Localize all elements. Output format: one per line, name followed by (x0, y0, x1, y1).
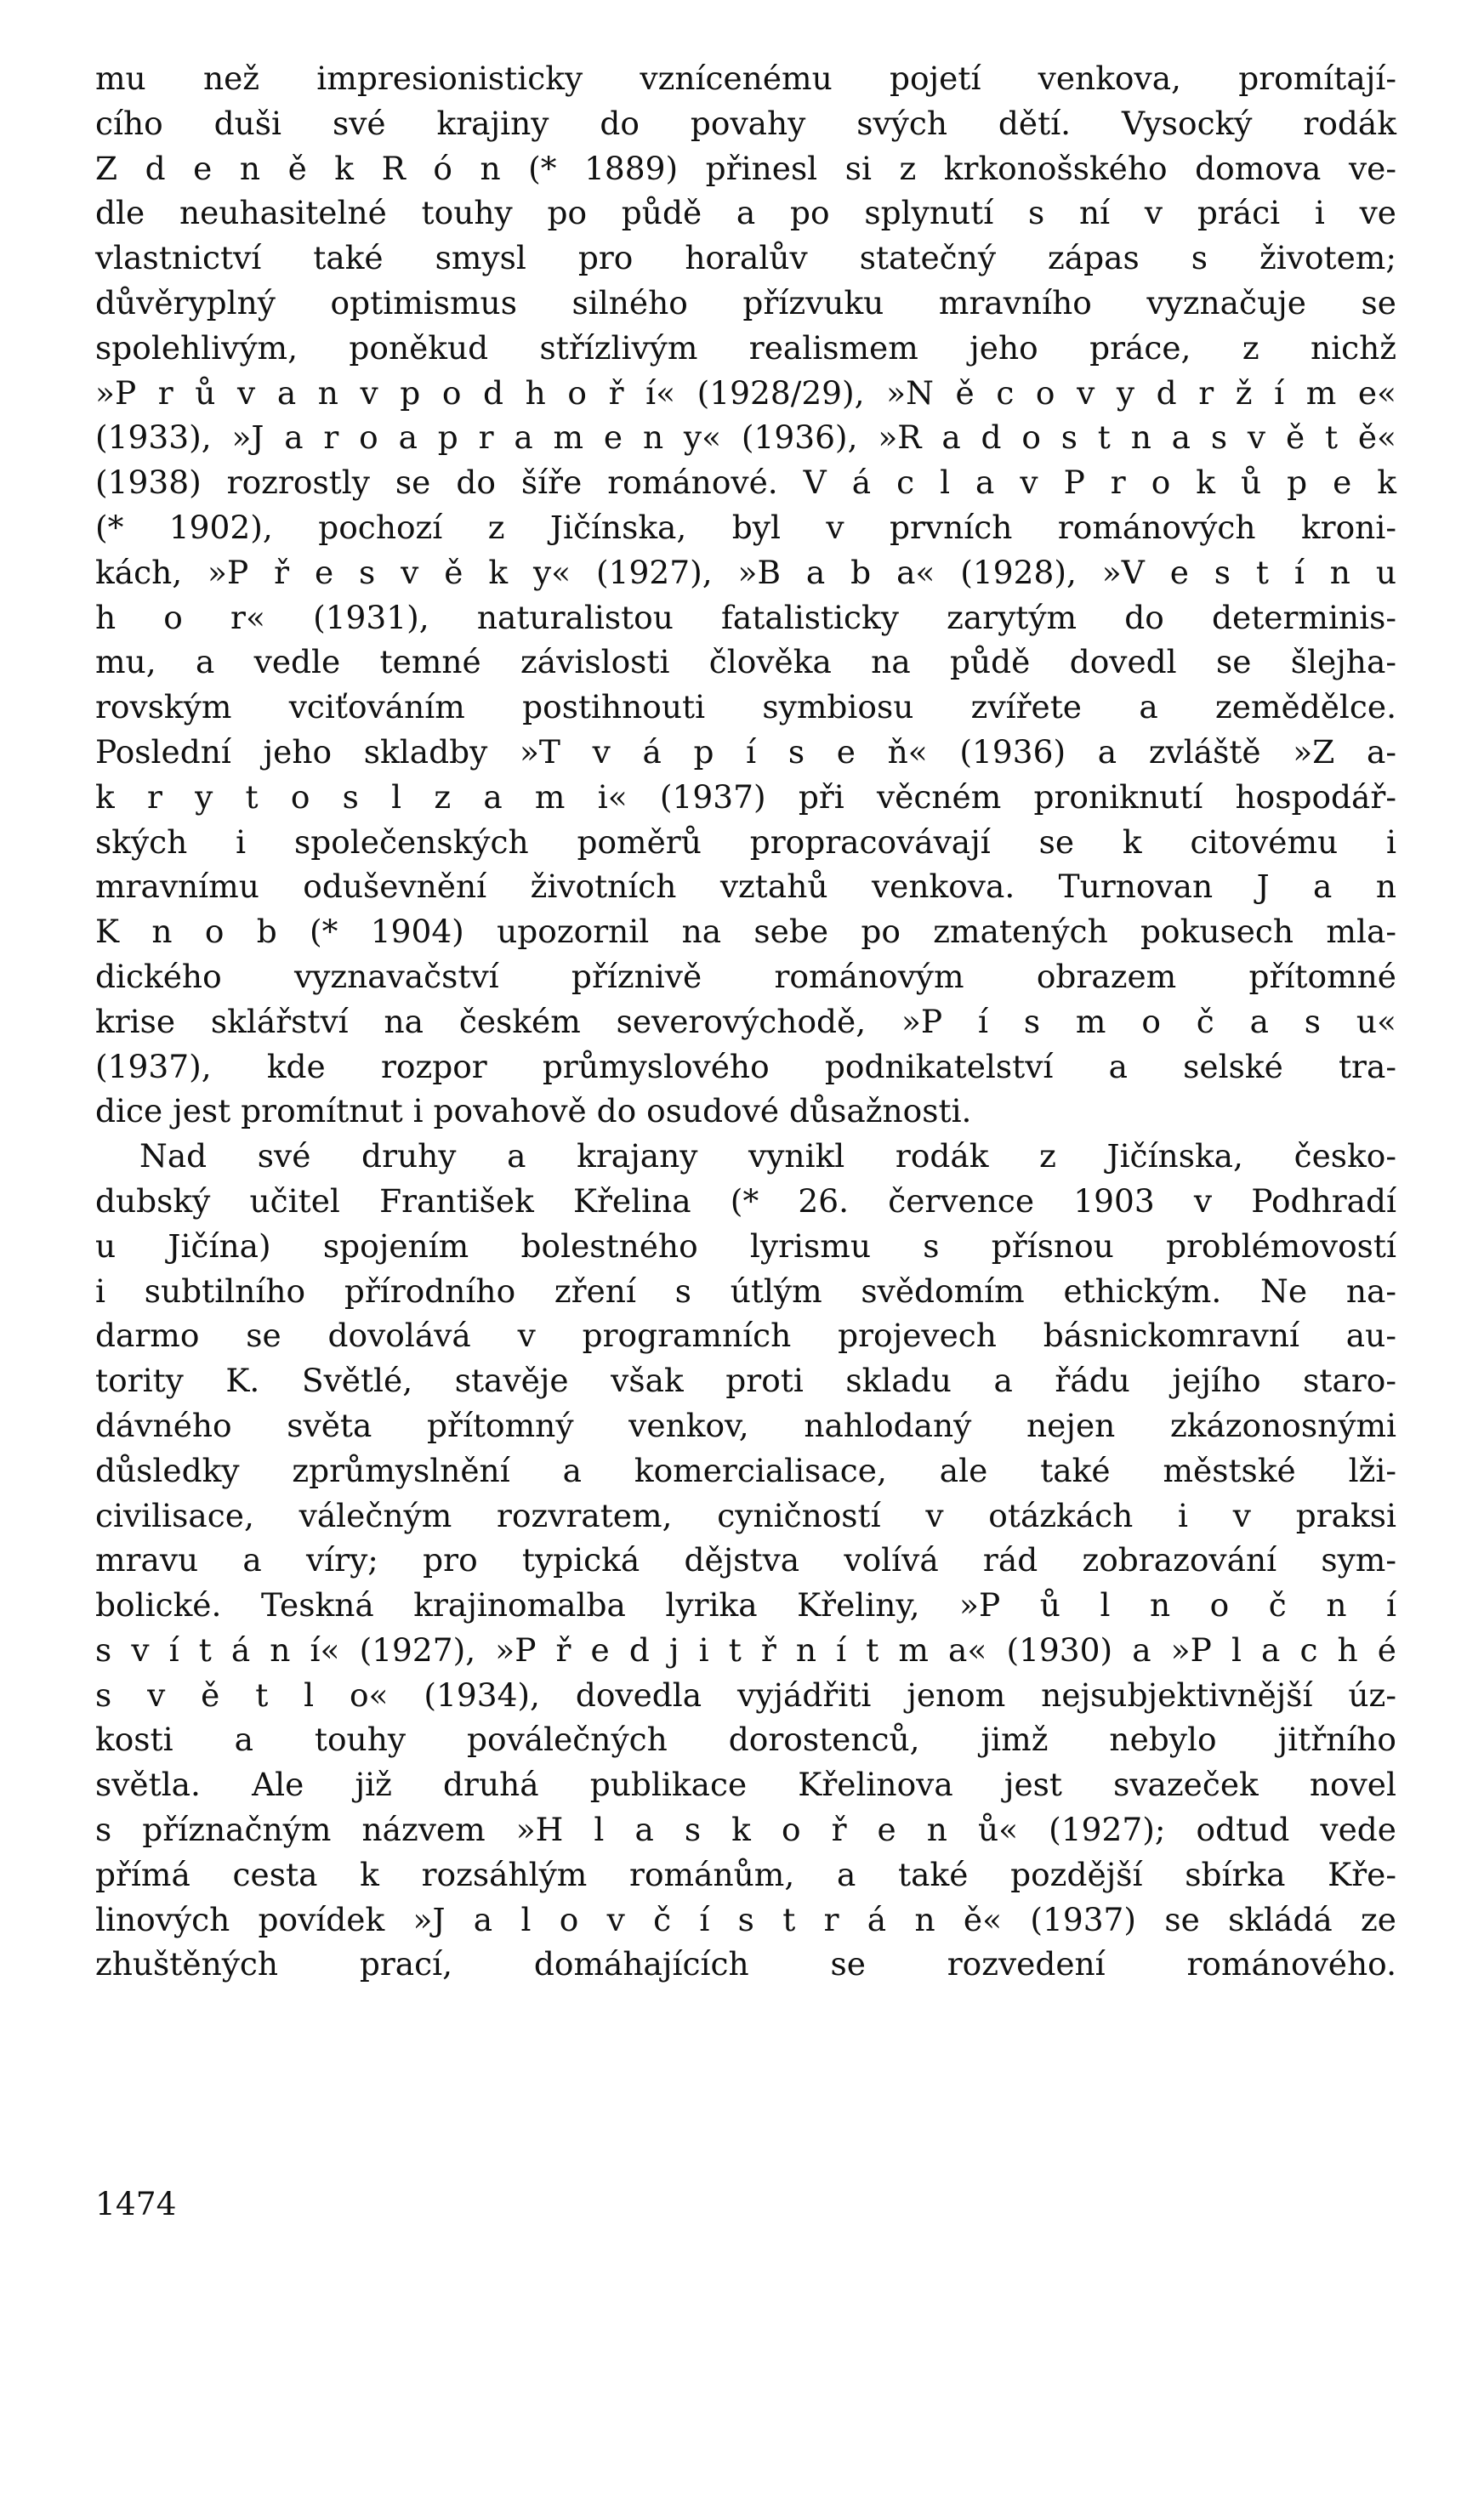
body-text (95, 56, 1396, 1987)
text-line: ských i společenských poměrů propracovávají se k citovému i (95, 822, 1396, 861)
text-line: h o r« (1931), naturalistou fatalisticky zarytým do determinis- (95, 598, 1396, 636)
text-line: dle neuhasitelné touhy po půdě a po splynutí s ní v práci i ve (95, 194, 1396, 232)
text-line: světla. Ale již druhá publikace Křelinova jest svazeček novel (95, 1766, 1396, 1804)
text-line: (1937), kde rozpor průmyslového podnikatelství a selské tra- (95, 1047, 1396, 1085)
text-line: zhuštěných prací, domáhajících se rozvedení románového. (95, 1945, 1396, 1983)
text-line: krise sklářství na českém severovýchodě, »P í s m o č a s u« (95, 1002, 1396, 1040)
text-line: kách, »P ř e s v ě k y« (1927), »B a b a« (1928), »V e s t í n u (95, 553, 1396, 591)
text-line: u Jičína) spojením bolestného lyrismu s přísnou problémovostí (95, 1226, 1396, 1265)
text-line: K n o b (* 1904) upozornil na sebe po zmatených pokusech mla- (95, 913, 1396, 951)
text-line: k r y t o s l z a m i« (1937) při věcném proniknutí hospodář- (95, 777, 1396, 816)
text-line: kosti a touhy poválečných dorostenců, jimž nebylo jitřního (95, 1721, 1396, 1759)
text-line: rovským vciťováním postihnouti symbiosu zvířete a zemědělce. (95, 688, 1396, 726)
text-line: cího duši své krajiny do povahy svých dětí. Vysocký rodák (95, 104, 1396, 142)
text-line: civilisace, válečným rozvratem, cyničností v otázkách i v praksi (95, 1496, 1396, 1534)
text-line: dického vyznavačství příznivě románovým obrazem přítomné (95, 957, 1396, 995)
text-line: (1933), »J a r o a p r a m e n y« (1936), »R a d o s t n a s v ě t ě« (95, 418, 1396, 457)
text-line: »P r ů v a n v p o d h o ř í« (1928/29), »N ě c o v y d r ž í m e« (95, 373, 1396, 412)
paragraph-2 (95, 1134, 1396, 1987)
text-line: důsledky zprůmyslnění a komercialisace, ale také městské lži- (95, 1451, 1396, 1489)
text-line: i subtilního přírodního zření s útlým svědomím ethickým. Ne na- (95, 1272, 1396, 1310)
text-line: mu, a vedle temné závislosti člověka na půdě dovedl se šlejha- (95, 643, 1396, 681)
text-line: darmo se dovolává v programních projevech básnickomravní au- (95, 1317, 1396, 1355)
text-line: Nad své druhy a krajany vynikl rodák z Jičínska, česko- (139, 1137, 1396, 1175)
text-line: bolické. Teskná krajinomalba lyrika Křeliny, »P ů l n o č n í (95, 1586, 1396, 1625)
text-line: dice jest promítnut i povahově do osudové důsažnosti. (95, 1092, 972, 1130)
text-line: (1938) rozrostly se do šíře románové. V á c l a v P r o k ů p e k (95, 464, 1396, 502)
paragraph-1 (95, 56, 1396, 1134)
text-line: Z d e n ě k R ó n (* 1889) přinesl si z krkonošského domova ve- (95, 149, 1396, 187)
text-line: s v ě t l o« (1934), dovedla vyjádřiti jenom nejsubjektivnější úz- (95, 1676, 1396, 1714)
text-line: tority K. Světlé, stavěje však proti skladu a řádu jejího staro- (95, 1362, 1396, 1400)
text-line: spolehlivým, poněkud střízlivým realismem jeho práce, z nichž (95, 328, 1396, 367)
text-line: s příznačným názvem »H l a s k o ř e n ů« (1927); odtud vede (95, 1811, 1396, 1849)
text-line: přímá cesta k rozsáhlým románům, a také pozdější sbírka Kře- (95, 1855, 1396, 1893)
text-line: mravnímu oduševnění životních vztahů venkova. Turnovan J a n (95, 868, 1396, 906)
text-line: linových povídek »J a l o v č í s t r á n ě« (1937) se skládá ze (95, 1900, 1396, 1938)
text-line: (* 1902), pochozí z Jičínska, byl v prvních románových kroni- (95, 508, 1396, 546)
text-line: mravu a víry; pro typická dějstva volívá rád zobrazování sym- (95, 1541, 1396, 1579)
page-number: 1474 (95, 2185, 177, 2222)
text-line: vlastnictví také smysl pro horalův statečný zápas s životem; (95, 239, 1396, 277)
text-line: důvěryplný optimismus silného přízvuku mravního vyznačuje se (95, 283, 1396, 321)
text-line: mu než impresionisticky vznícenému pojetí venkova, promítají- (95, 60, 1396, 97)
text-line: dávného světa přítomný venkov, nahlodaný nejen zkázonosnými (95, 1406, 1396, 1444)
text-line: dubský učitel František Křelina (* 26. července 1903 v Podhradí (95, 1181, 1396, 1220)
text-line: Poslední jeho skladby »T v á p í s e ň« (1936) a zvláště »Z a- (95, 732, 1396, 771)
text-line: s v í t á n í« (1927), »P ř e d j i t ř n í t m a« (1930) a »P l a c h é (95, 1630, 1396, 1669)
